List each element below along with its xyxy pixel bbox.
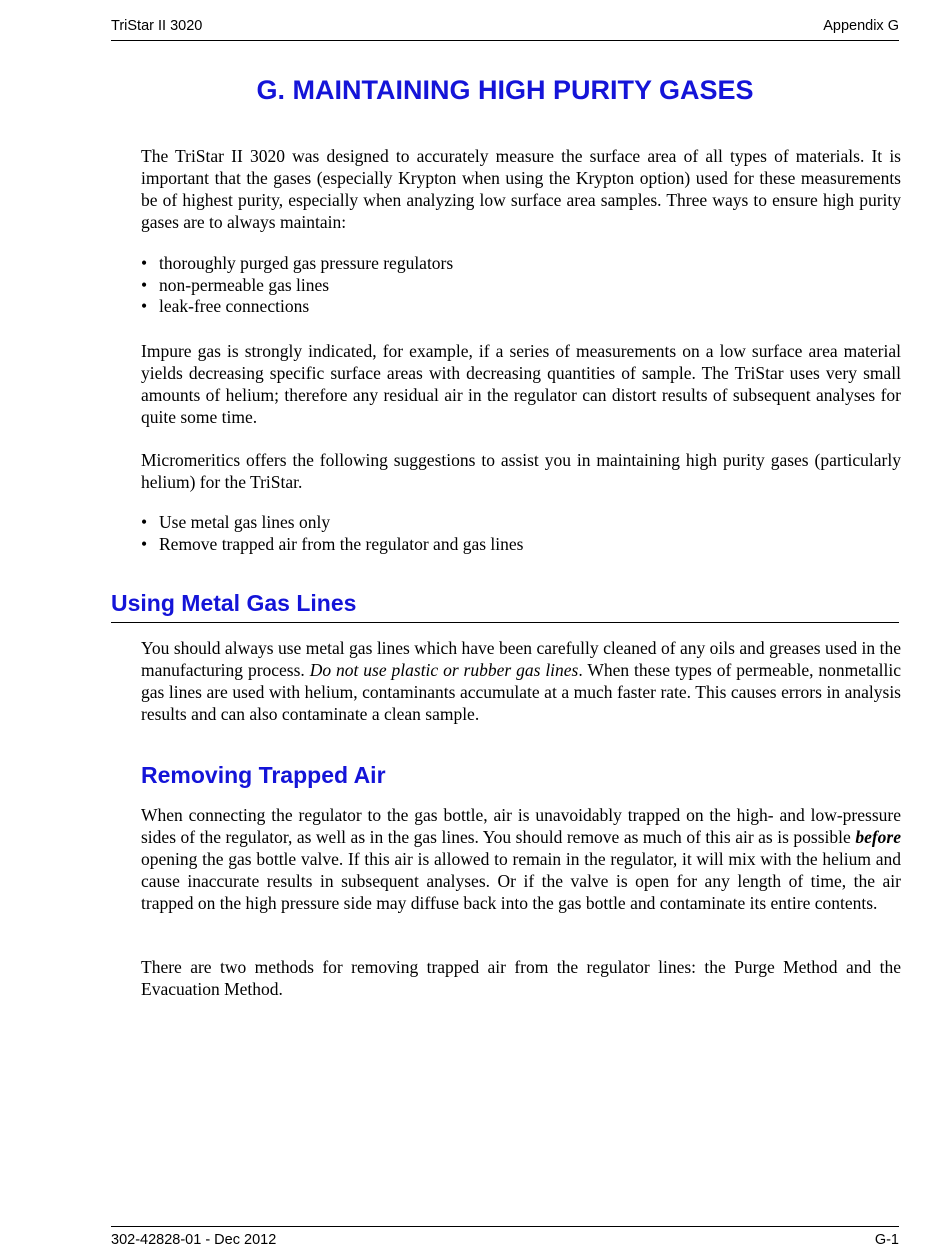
list-item-text: Remove trapped air from the regulator and gas lines: [159, 533, 524, 554]
footer-document-number: 302-42828-01 - Dec 2012: [111, 1232, 277, 1248]
maintain-list: [141, 253, 881, 318]
metal-gas-lines-paragraph: [141, 637, 901, 725]
bullet-icon: •: [141, 296, 148, 316]
bullet-icon: •: [141, 253, 148, 273]
footer-page-number: G-1: [874, 1232, 899, 1248]
section-heading-removing-trapped-air: Removing Trapped Air: [141, 762, 386, 788]
impure-gas-paragraph: Impure gas is strongly indicated, for example, if a series of measurements on a low surface area material yields decreasing specific surface areas with decreasing quantities of sample. The TriStar uses very small amounts of helium; therefore any residual air in the regulator can distort results of subsequent analyses for quite some time.: [141, 341, 901, 427]
list-item: [141, 253, 881, 275]
suggestions-list: [141, 512, 881, 555]
header-appendix-label: Appendix G: [823, 18, 899, 34]
list-item-text: Use metal gas lines only: [159, 512, 331, 532]
list-item: [141, 534, 881, 556]
list-item-text: thoroughly purged gas pressure regulators: [159, 253, 454, 273]
trapped-text-end: opening the gas bottle valve. If this air is allowed to remain in the regulator, it will mix with the helium and cause inaccurate results in subsequent analyses. Or if the valve is open for any length of time, the air trapped on the high pressure side may diffuse back into the gas bottle and contaminate its entire contents.: [141, 849, 901, 913]
metal-text-start: You should always use metal gas lines which have been carefully cleaned of any oils and greases used in the manufacturing process.: [141, 638, 901, 680]
list-item-text: leak-free connections: [159, 296, 310, 316]
methods-paragraph: There are two methods for removing trapped air from the regulator lines: the Purge Method and the Evacuation Method.: [141, 957, 901, 999]
list-item: [141, 275, 881, 297]
list-item-text: non-permeable gas lines: [159, 274, 330, 295]
trapped-emphasis-bold: before: [855, 827, 901, 847]
list-item: [141, 296, 881, 318]
metal-warning-italic: Do not use plastic or rubber gas lines: [309, 660, 579, 680]
intro-paragraph: The TriStar II 3020 was designed to accurately measure the surface area of all types of materials. It is important that the gases (especially Krypton when using the Krypton option) used for these measurements be of highest purity, especially when analyzing low surface area samples. Three ways to ensure high purity gases are to always maintain:: [141, 146, 901, 232]
bullet-icon: •: [141, 274, 148, 295]
bullet-icon: •: [141, 533, 148, 554]
bullet-icon: •: [141, 512, 148, 532]
header-product-name: TriStar II 3020: [111, 18, 203, 34]
trapped-text-start: When connecting the regulator to the gas bottle, air is unavoidably trapped on the high- and low-pressure sides of the regulator, as well as in the gas lines. You should remove as much of this air as is possible: [141, 805, 901, 847]
running-footer: [111, 1226, 899, 1247]
list-item: [141, 512, 881, 534]
page-title: G. MAINTAINING HIGH PURITY GASES: [256, 75, 754, 105]
section-heading-metal-gas-lines: Using Metal Gas Lines: [111, 590, 899, 623]
metal-text-end: . When these types of permeable, nonmetallic gas lines are used with helium, contaminants accumulate at a much faster rate. This causes errors in analysis results and can also contaminate a clean sample.: [141, 660, 901, 724]
running-header: [111, 18, 899, 41]
suggestions-paragraph: Micromeritics offers the following suggestions to assist you in maintaining high purity gases (particularly helium) for the TriStar.: [141, 450, 901, 492]
trapped-air-paragraph: [141, 804, 901, 914]
